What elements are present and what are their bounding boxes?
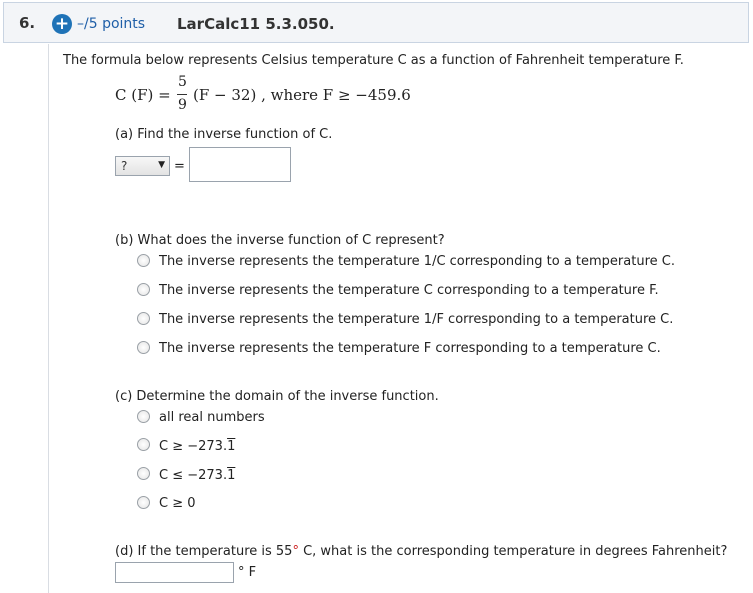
- repeating-digit: 1: [227, 439, 236, 454]
- part-d-question-post: C, what is the corresponding temperature in degrees Fahrenheit?: [298, 544, 728, 559]
- part-b-option-2: The inverse represents the temperature C corresponding to a temperature F.: [159, 283, 659, 298]
- select-value: ?: [121, 159, 128, 173]
- inverse-function-input[interactable]: [189, 147, 291, 182]
- unit-label: ° F: [238, 565, 257, 580]
- dropdown-arrow-icon: ▼: [158, 160, 165, 170]
- part-c-question: (c) Determine the domain of the inverse function.: [115, 389, 439, 404]
- question-header: [3, 2, 749, 43]
- part-c-radio-4[interactable]: [137, 496, 150, 509]
- degree-symbol: °: [292, 544, 299, 559]
- part-c-radio-1[interactable]: [137, 410, 150, 423]
- part-c-option-1-text: all real numbers: [159, 410, 265, 425]
- part-c-option-2: [159, 439, 235, 454]
- part-c-option-3-text: C ≤ −273.: [159, 468, 228, 483]
- part-b-radio-1[interactable]: [137, 254, 150, 267]
- fahrenheit-answer-input[interactable]: [115, 562, 234, 583]
- question-id: LarCalc11 5.3.050.: [177, 15, 335, 33]
- question-number: 6.: [19, 14, 36, 32]
- formula-lhs: C (F) =: [115, 86, 171, 104]
- repeating-digit: 1: [227, 468, 236, 483]
- part-b-question: (b) What does the inverse function of C represent?: [115, 233, 445, 248]
- expand-plus-icon[interactable]: +: [52, 14, 72, 34]
- intro-text: The formula below represents Celsius temperature C as a function of Fahrenheit temperature F.: [63, 53, 684, 68]
- part-b-radio-4[interactable]: [137, 341, 150, 354]
- inverse-function-select[interactable]: [115, 156, 170, 176]
- part-b-radio-2[interactable]: [137, 283, 150, 296]
- equals-sign: =: [174, 159, 185, 174]
- part-a-question: (a) Find the inverse function of C.: [115, 127, 333, 142]
- part-d-question-pre: (d) If the temperature is 55: [115, 544, 293, 559]
- part-b-option-4: The inverse represents the temperature F corresponding to a temperature C.: [159, 341, 661, 356]
- formula-denominator: 9: [178, 97, 187, 113]
- part-b-radio-3[interactable]: [137, 312, 150, 325]
- part-b-option-1: The inverse represents the temperature 1/C corresponding to a temperature C.: [159, 254, 675, 269]
- part-c-radio-3[interactable]: [137, 467, 150, 480]
- part-c-option-3: [159, 468, 235, 483]
- part-c-option-4: [159, 496, 196, 511]
- part-d-question: [115, 544, 727, 559]
- points-link[interactable]: –/5 points: [77, 16, 146, 32]
- part-c-option-1: [159, 410, 265, 425]
- fraction-bar: [177, 94, 187, 95]
- part-c-option-2-text: C ≥ −273.: [159, 439, 228, 454]
- part-c-radio-2[interactable]: [137, 438, 150, 451]
- part-c-option-4-text: C ≥ 0: [159, 496, 196, 511]
- part-b-option-3: The inverse represents the temperature 1/F corresponding to a temperature C.: [159, 312, 674, 327]
- left-divider: [48, 44, 49, 593]
- formula-numerator: 5: [178, 74, 187, 90]
- formula-rhs: (F − 32) , where F ≥ −459.6: [193, 86, 411, 104]
